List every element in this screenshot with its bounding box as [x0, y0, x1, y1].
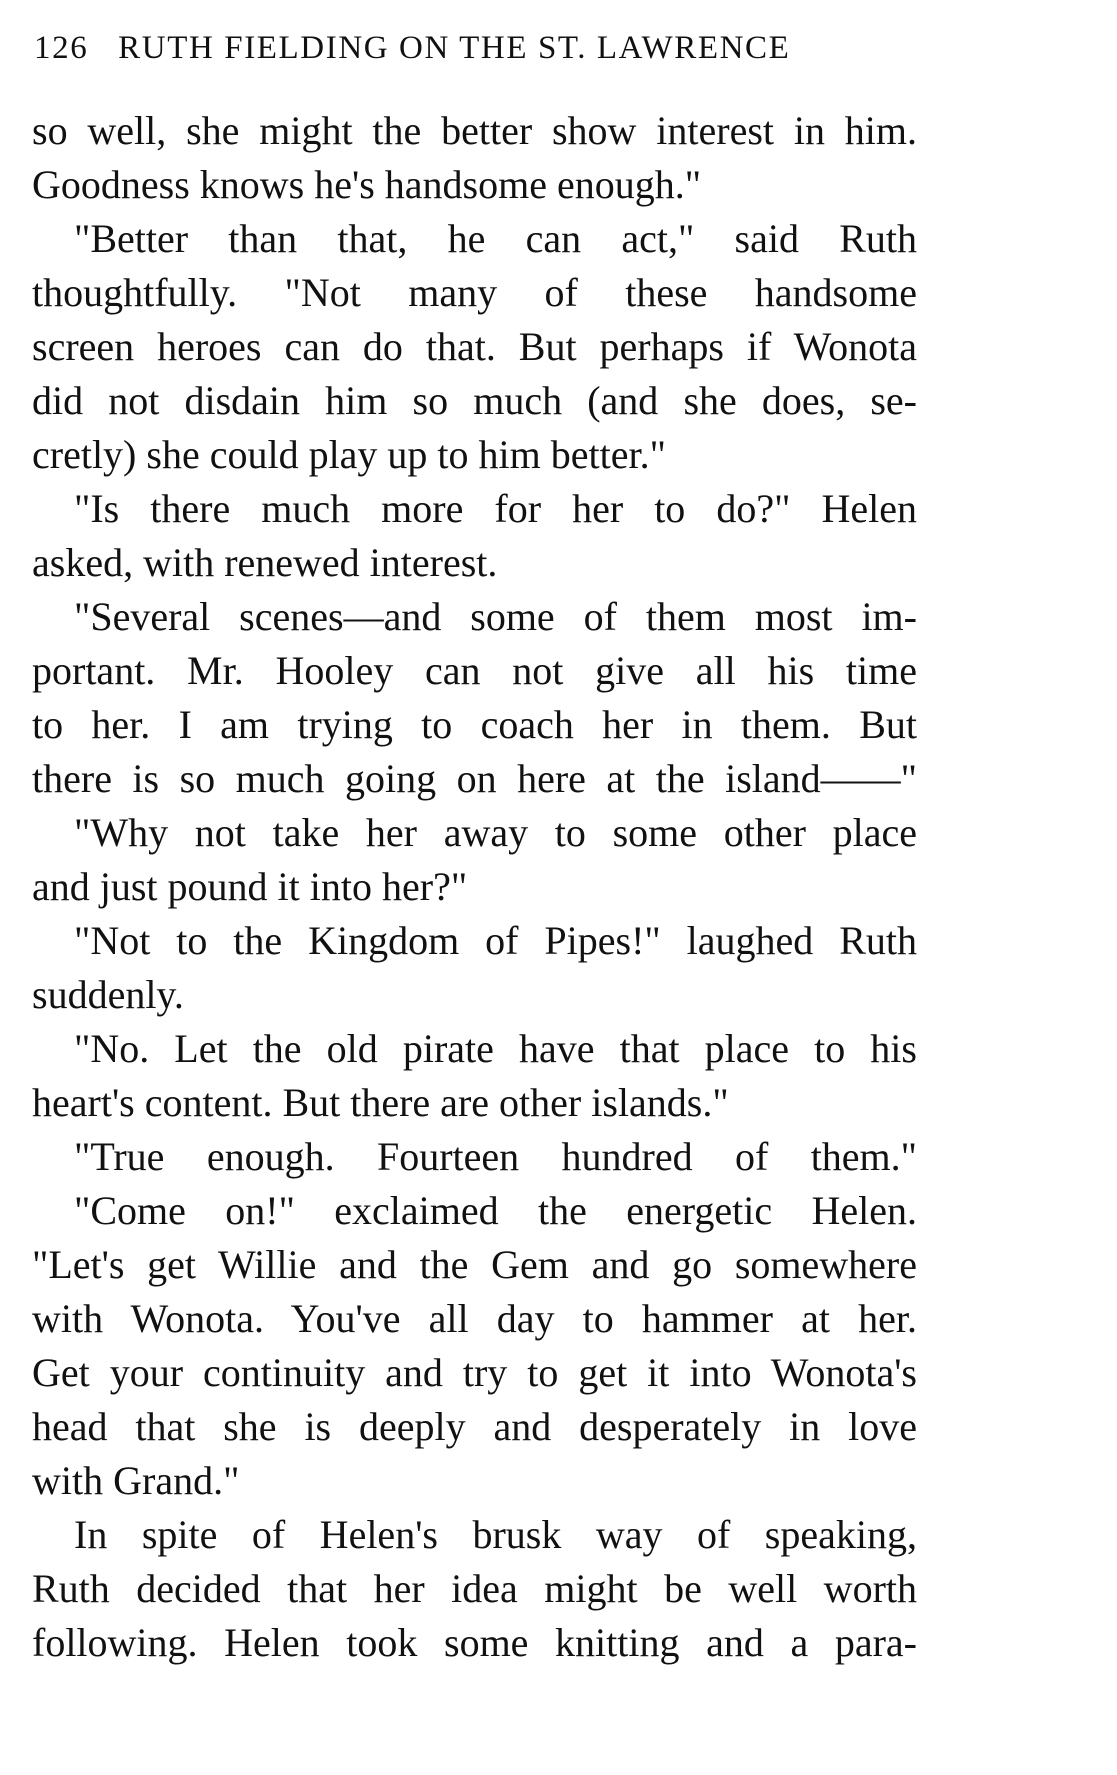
text-line: In spite of Helen's brusk way of speaking, [74, 1512, 917, 1557]
page-number: 126 [34, 30, 89, 66]
text-line: "No. Let the old pirate have that place to his [74, 1026, 917, 1071]
text-line: thoughtfully. "Not many of these handsome [32, 270, 917, 315]
text-line: and just pound it into her?" [32, 864, 468, 909]
text-line: Get your continuity and try to get it into Wonota's [32, 1350, 917, 1395]
text-line: "Several scenes—and some of them most im- [74, 594, 917, 639]
text-line: "Why not take her away to some other place [74, 810, 917, 855]
text-line: "Come on!" exclaimed the energetic Helen. [74, 1188, 917, 1233]
body-text [32, 104, 917, 1670]
text-line: with Wonota. You've all day to hammer at her. [32, 1296, 917, 1341]
text-line: cretly) she could play up to him better." [32, 432, 666, 477]
text-line: screen heroes can do that. But perhaps if Wonota [32, 324, 917, 369]
text-line: with Grand." [32, 1458, 240, 1503]
text-line: "Not to the Kingdom of Pipes!" laughed Ruth [74, 918, 917, 963]
text-line: following. Helen took some knitting and a para- [32, 1620, 917, 1665]
running-title: RUTH FIELDING ON THE ST. LAWRENCE [118, 30, 791, 66]
text-line: to her. I am trying to coach her in them. But [32, 702, 917, 747]
page-header [34, 30, 934, 86]
text-line: "Is there much more for her to do?" Helen [74, 486, 917, 531]
text-line: did not disdain him so much (and she does, se- [32, 378, 917, 423]
text-line: so well, she might the better show interest in him. [32, 108, 917, 153]
text-line: "Better than that, he can act," said Ruth [74, 216, 917, 261]
text-line: asked, with renewed interest. [32, 540, 498, 585]
text-line: Goodness knows he's handsome enough." [32, 162, 702, 207]
text-line: Ruth decided that her idea might be well worth [32, 1566, 917, 1611]
text-line: portant. Mr. Hooley can not give all his time [32, 648, 917, 693]
text-line: "True enough. Fourteen hundred of them." [74, 1134, 917, 1179]
text-line: suddenly. [32, 972, 184, 1017]
text-line: head that she is deeply and desperately in love [32, 1404, 917, 1449]
text-line: there is so much going on here at the island——" [32, 756, 917, 801]
text-line: heart's content. But there are other islands." [32, 1080, 729, 1125]
text-line: "Let's get Willie and the Gem and go somewhere [32, 1242, 917, 1287]
